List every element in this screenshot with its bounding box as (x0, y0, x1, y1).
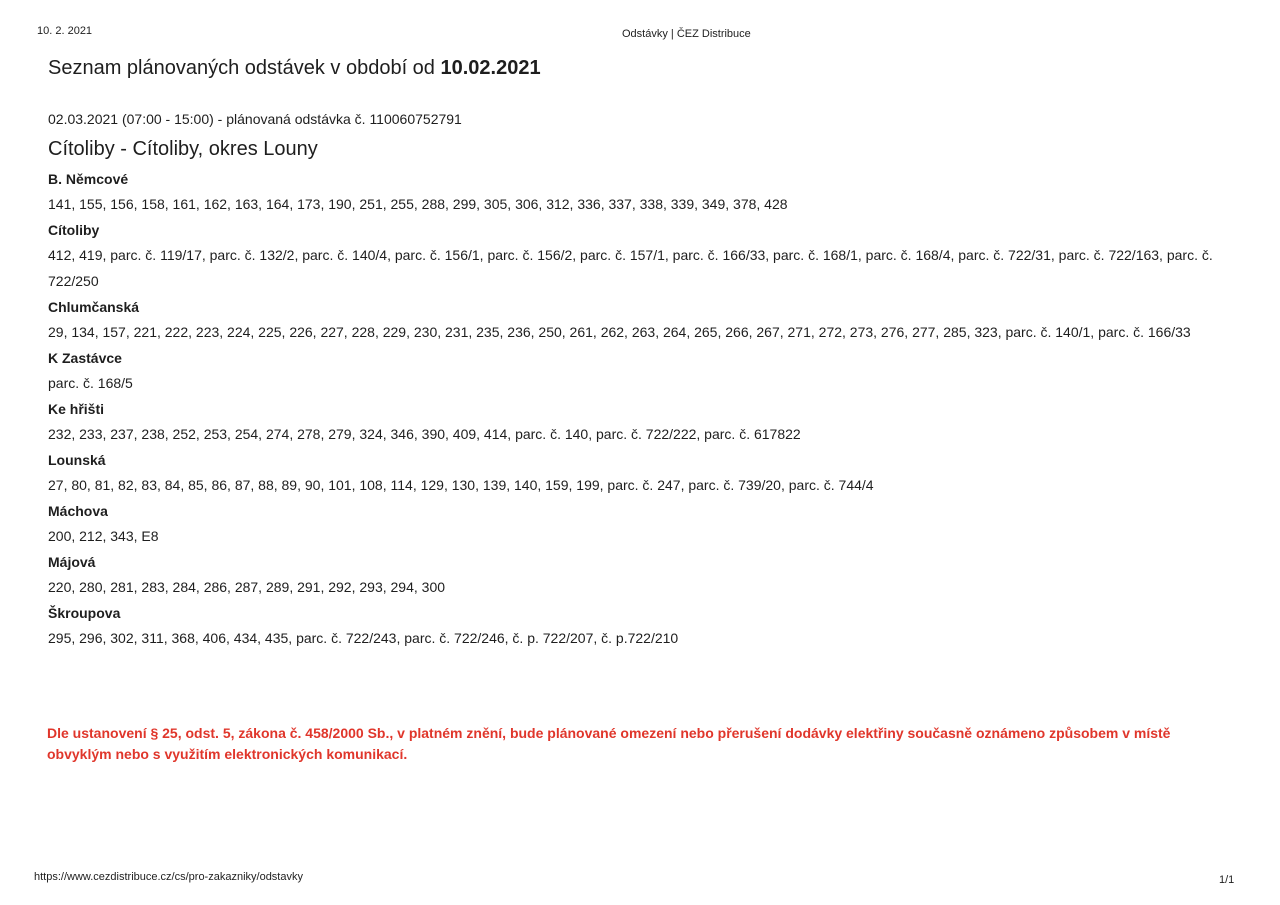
street-name: Ke hřišti (48, 401, 105, 417)
street-numbers: 232, 233, 237, 238, 252, 253, 254, 274, 278, 279, 324, 346, 390, 409, 414, parc. č. 140, parc. č. 722/222, parc. č. 617822 (48, 426, 801, 442)
street-numbers: parc. č. 168/5 (48, 375, 133, 391)
street-name: Chlumčanská (48, 299, 140, 315)
street-name: K Zastávce (48, 350, 122, 366)
outage-header: 02.03.2021 (07:00 - 15:00) - plánovaná odstávka č. 110060752791 (48, 111, 462, 127)
print-footer-page-number: 1/1 (1219, 874, 1235, 886)
legal-notice: Dle ustanovení § 25, odst. 5, zákona č. 458/2000 Sb., v platném znění, bude plánované omezení nebo přerušení dodávky elektřiny současně oznámeno způsobem v místě obvyklým nebo s využitím elektronických komunikací. (47, 725, 1171, 762)
street-numbers: 29, 134, 157, 221, 222, 223, 224, 225, 226, 227, 228, 229, 230, 231, 235, 236, 250, 261, 262, 263, 264, 265, 266, 267, 271, 272, 273, 276, 277, 285, 323, parc. č. 140/1, parc. č. 166/33 (48, 324, 1191, 340)
page-title-prefix: Seznam plánovaných odstávek v období od (48, 57, 441, 79)
street-list (48, 170, 1238, 655)
street-item (48, 349, 1238, 396)
print-footer-url: https://www.cezdistribuce.cz/cs/pro-zakazniky/odstavky (34, 871, 303, 883)
outage-location: Cítoliby - Cítoliby, okres Louny (48, 138, 318, 160)
street-item (48, 502, 1238, 549)
street-name: B. Němcové (48, 171, 129, 187)
street-numbers: 141, 155, 156, 158, 161, 162, 163, 164, 173, 190, 251, 255, 288, 299, 305, 306, 312, 336, 337, 338, 339, 349, 378, 428 (48, 196, 788, 212)
street-item (48, 451, 1238, 498)
street-item (48, 298, 1238, 345)
street-item (48, 400, 1238, 447)
street-numbers: 412, 419, parc. č. 119/17, parc. č. 132/2, parc. č. 140/4, parc. č. 156/1, parc. č. 156/2, parc. č. 157/1, parc. č. 166/33, parc. č. 168/1, parc. č. 168/4, parc. č. 722/31, parc. č. 722/163, parc. č. 722/250 (48, 247, 1213, 289)
page-title (48, 57, 541, 80)
street-numbers: 27, 80, 81, 82, 83, 84, 85, 86, 87, 88, 89, 90, 101, 108, 114, 129, 130, 139, 140, 159, 199, parc. č. 247, parc. č. 739/20, parc. č. 744/4 (48, 477, 874, 493)
print-header-date: 10. 2. 2021 (37, 25, 93, 37)
street-name: Máchova (48, 503, 108, 519)
street-item (48, 553, 1238, 600)
print-header-title: Odstávky | ČEZ Distribuce (622, 28, 751, 40)
street-name: Lounská (48, 452, 106, 468)
street-name: Májová (48, 554, 96, 570)
street-item (48, 221, 1238, 294)
street-name: Škroupova (48, 605, 121, 621)
street-numbers: 200, 212, 343, E8 (48, 528, 159, 544)
street-item (48, 604, 1238, 651)
street-name: Cítoliby (48, 222, 100, 238)
page-title-date: 10.02.2021 (440, 57, 541, 79)
street-numbers: 295, 296, 302, 311, 368, 406, 434, 435, parc. č. 722/243, parc. č. 722/246, č. p. 722/207, č. p.722/210 (48, 630, 679, 646)
street-item (48, 170, 1238, 217)
street-numbers: 220, 280, 281, 283, 284, 286, 287, 289, 291, 292, 293, 294, 300 (48, 579, 446, 595)
